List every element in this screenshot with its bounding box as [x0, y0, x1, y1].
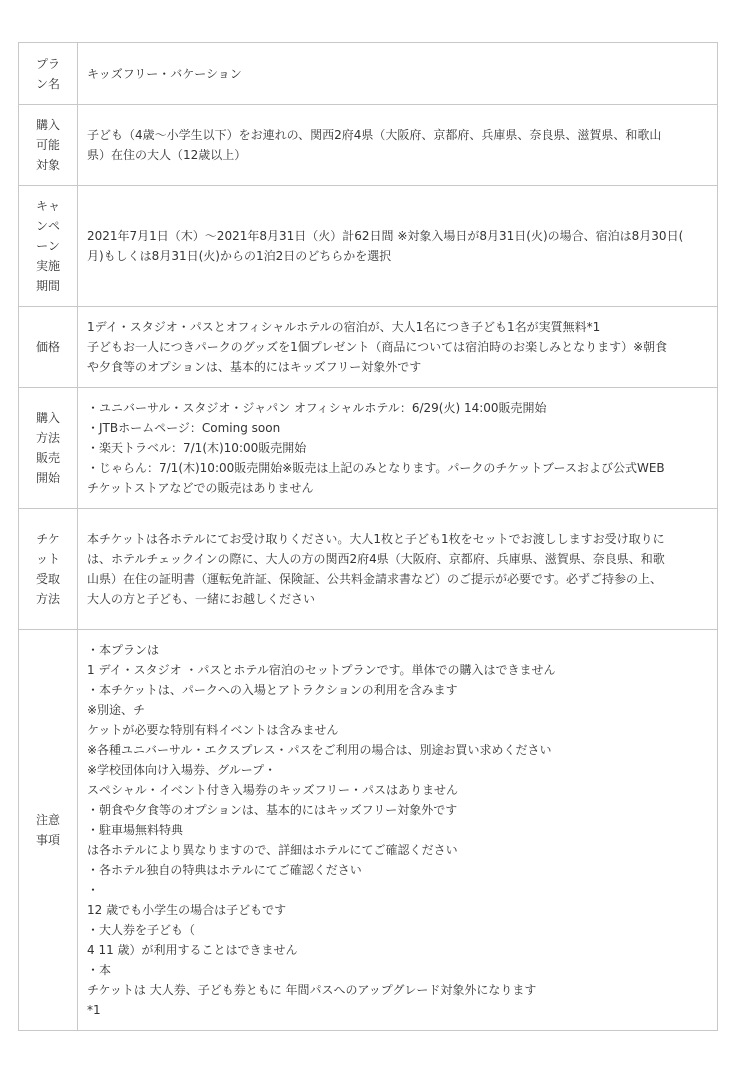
- row-label: [19, 509, 78, 630]
- value-line: チケットは 大人券、子ども券ともに 年間パスへのアップグレード対象外になります: [87, 983, 537, 997]
- label-text: 価格: [35, 340, 60, 354]
- value-line: は、ホテルチェックインの際に、大人の方の関西2府4県（大阪府、京都府、兵庫県、滋賀県、奈良県、和歌: [87, 552, 665, 566]
- value-line: ・駐車場無料特典: [87, 823, 184, 837]
- row-value: [78, 105, 718, 186]
- value-line: や夕食等のオプションは、基本的にはキッズフリー対象外です: [87, 360, 422, 374]
- value-line: 本チケットは各ホテルにてお受け取りください。大人1枚と子ども1枚をセットでお渡ししますお受け取りに: [87, 532, 665, 546]
- value-line: ・各ホテル独自の特典はホテルにてご確認ください: [87, 863, 362, 877]
- value-line: ※学校団体向け入場券、グループ・: [87, 763, 277, 777]
- value-line: キッズフリー・バケーション: [87, 66, 242, 81]
- value-line: 1デイ・スタジオ・パスとオフィシャルホテルの宿泊が、大人1名につき子ども1名が実質無料*1: [87, 320, 601, 334]
- value-line: は各ホテルにより異なりますので、詳細はホテルにてご確認ください: [87, 843, 458, 857]
- row-campaign-period: [19, 186, 718, 307]
- value-line: 県）在住の大人（12歳以上）: [87, 148, 247, 162]
- value-line: 山県）在住の証明書（運転免許証、保険証、公共料金請求書など）のご提示が必要です。必ずご持参の上、: [87, 572, 663, 586]
- row-label: [19, 388, 78, 509]
- row-label: [19, 186, 78, 307]
- value-line: ・朝食や夕食等のオプションは、基本的にはキッズフリー対象外です: [87, 803, 458, 817]
- row-label: [19, 307, 78, 388]
- row-value: [78, 307, 718, 388]
- value-line: 月)もしくは8月31日(火)からの1泊2日のどちらかを選択: [87, 249, 392, 263]
- row-value: [78, 43, 718, 105]
- row-notes: [19, 630, 718, 1031]
- value-line: ・楽天トラベル：7/1(木)10:00販売開始: [87, 441, 307, 455]
- value-line: ・JTBホームページ：Coming soon: [87, 421, 281, 435]
- value-line: スペシャル・イベント付き入場券のキッズフリー・パスはありません: [87, 783, 459, 797]
- row-eligibility: [19, 105, 718, 186]
- value-line: 子どもお一人につきパークのグッズを1個プレゼント（商品については宿泊時のお楽しみとなります）※朝食: [87, 340, 668, 354]
- value-line: ・: [87, 883, 100, 897]
- value-line: ・ユニバーサル・スタジオ・ジャパン オフィシャルホテル：6/29(火) 14:00販売開始: [87, 401, 547, 415]
- row-value: [78, 388, 718, 509]
- plan-info-body: [19, 43, 718, 1031]
- value-line: 4 11 歳）が利用することはできません: [87, 943, 298, 957]
- label-text: チケット受取方法: [35, 532, 60, 606]
- value-line: ・大人券を子ども（: [87, 923, 196, 937]
- value-line: チケットストアなどでの販売はありません: [87, 481, 314, 495]
- value-line: 12 歳でも小学生の場合は子どもです: [87, 903, 287, 917]
- row-label: [19, 630, 78, 1031]
- value-line: ケットが必要な特別有料イベントは含みません: [87, 723, 339, 737]
- row-price: [19, 307, 718, 388]
- row-purchase-method: [19, 388, 718, 509]
- value-line: ・本チケットは、パークへの入場とアトラクションの利用を含みます: [87, 683, 458, 697]
- value-line: *1: [87, 1003, 101, 1017]
- row-label: [19, 43, 78, 105]
- value-line: ※別途、チ: [87, 703, 146, 717]
- label-text: キャンペーン実施期間: [35, 199, 60, 293]
- value-line: ※各種ユニバーサル・エクスプレス・パスをご利用の場合は、別途お買い求めください: [87, 743, 552, 757]
- row-value: [78, 509, 718, 630]
- row-label: [19, 105, 78, 186]
- value-line: 2021年7月1日（木）〜2021年8月31日（火）計62日間 ※対象入場日が8月31日(火)の場合、宿泊は8月30日(: [87, 229, 684, 243]
- value-line: 1 デイ・スタジオ ・パスとホテル宿泊のセットプランです。単体での購入はできません: [87, 663, 556, 677]
- value-line: ・本プランは: [87, 643, 160, 657]
- value-line: 子ども（4歳〜小学生以下）をお連れの、関西2府4県（大阪府、京都府、兵庫県、奈良県、滋賀県、和歌山: [87, 128, 662, 142]
- label-text: 注意事項: [35, 813, 60, 847]
- value-line: 大人の方と子ども、一緒にお越しください: [87, 592, 316, 606]
- label-text: 購入方法販売開始: [35, 411, 60, 485]
- value-line: ・本: [87, 963, 112, 977]
- row-plan-name: [19, 43, 718, 105]
- label-text: 購入可能対象: [35, 118, 60, 172]
- plan-info-table: [18, 42, 718, 1031]
- row-value: [78, 186, 718, 307]
- value-line: ・じゃらん：7/1(木)10:00販売開始※販売は上記のみとなります。パークのチケットブースおよび公式WEB: [87, 461, 665, 475]
- label-text: プラン名: [35, 56, 60, 91]
- row-ticket-pickup: [19, 509, 718, 630]
- row-value: [78, 630, 718, 1031]
